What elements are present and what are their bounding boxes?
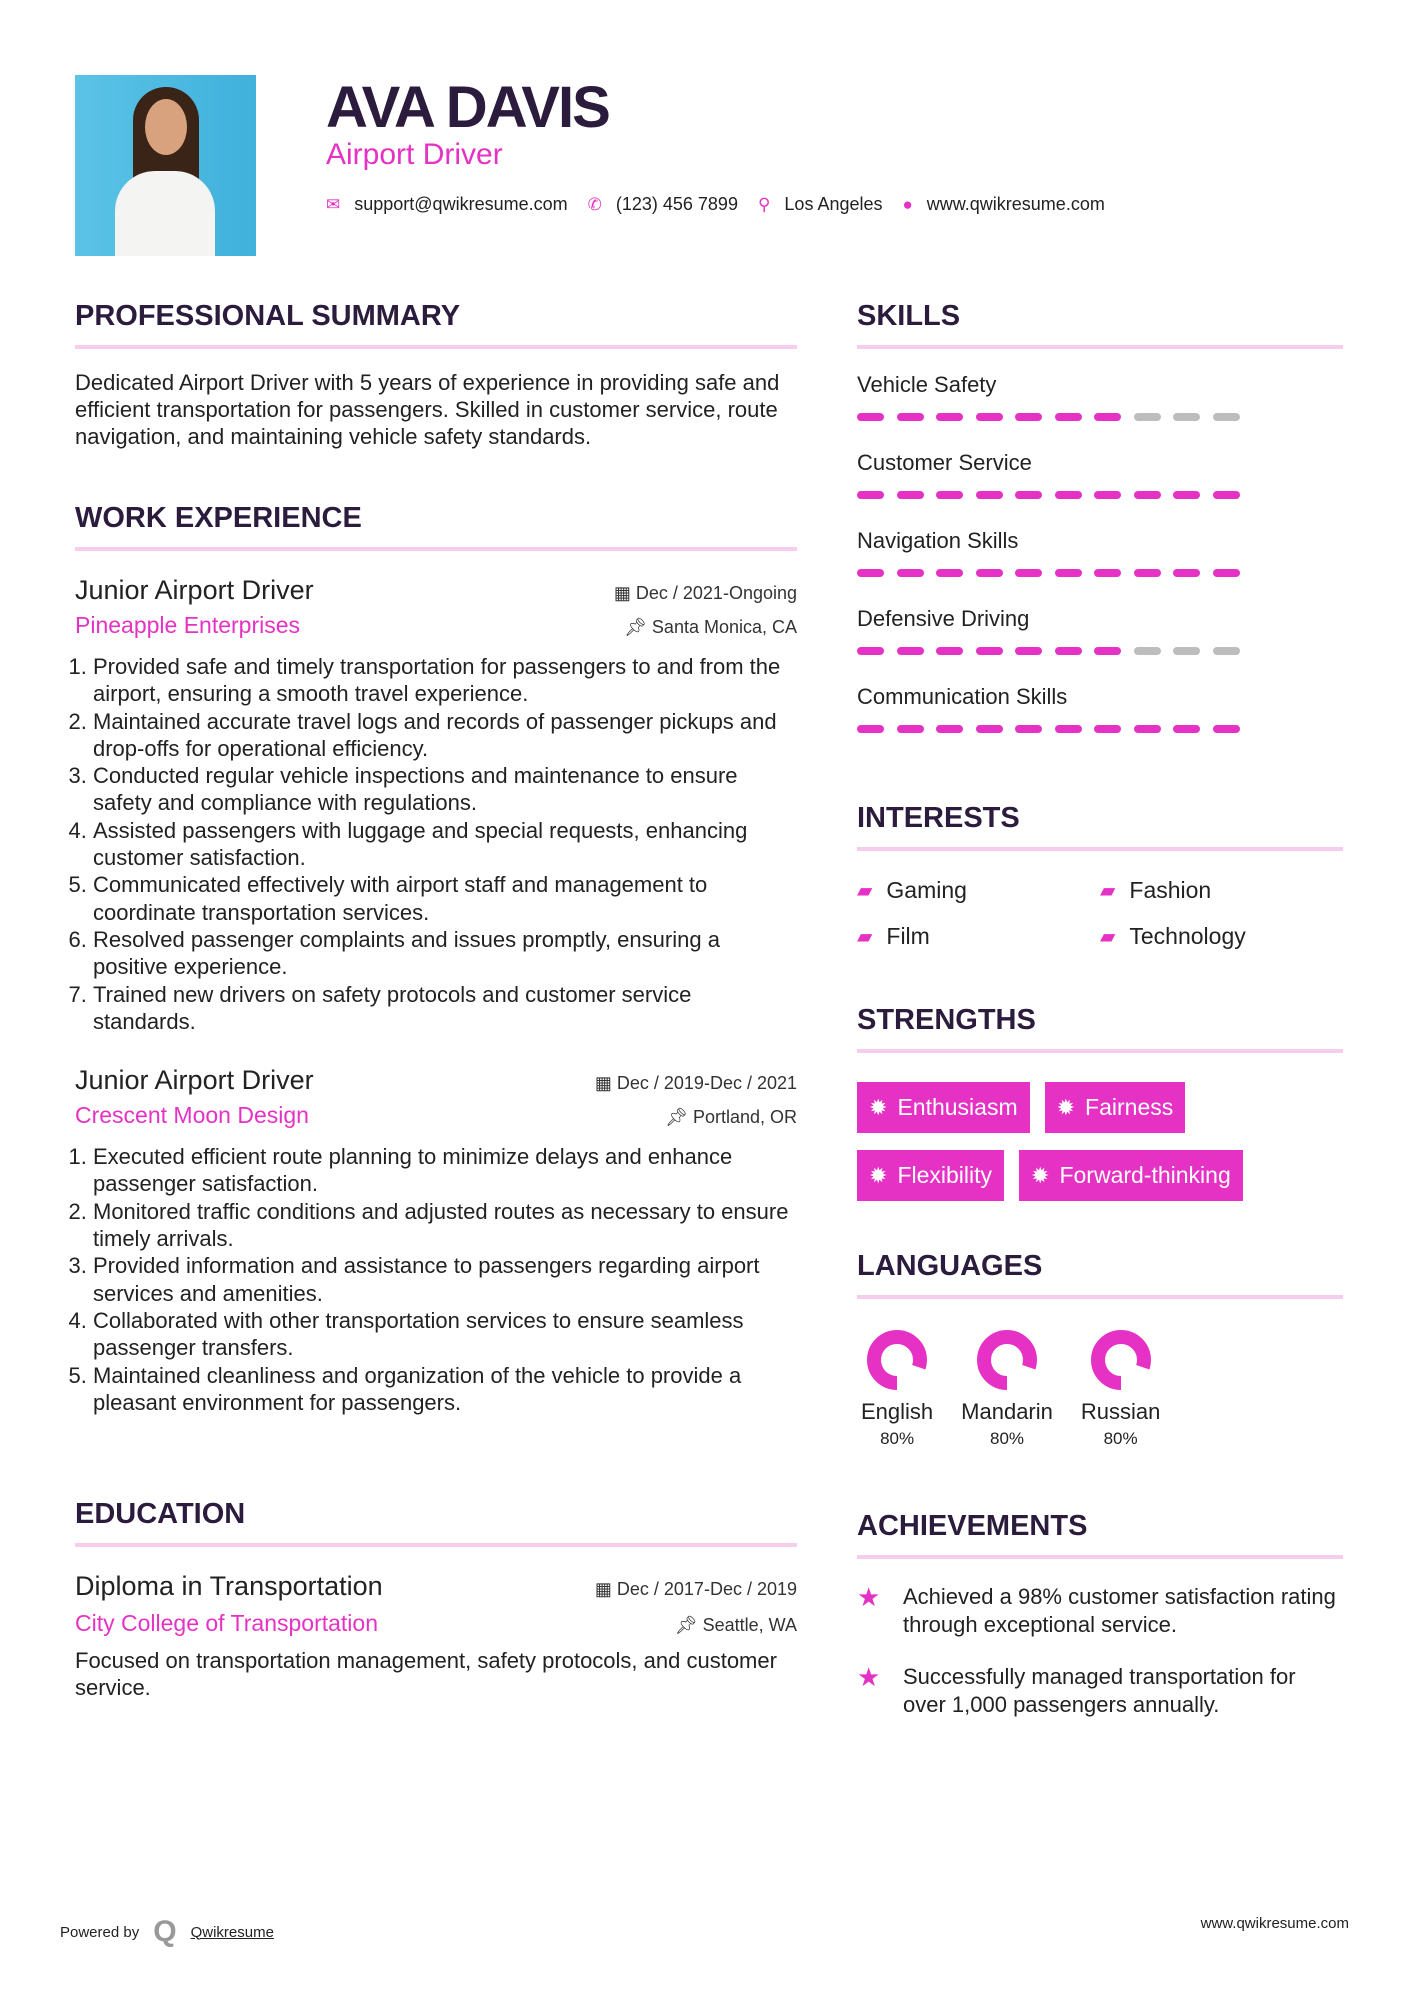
bullet: 6. Resolved passenger complaints and issues promptly, ensuring a positive experience. bbox=[93, 926, 797, 981]
skill-dash bbox=[1015, 569, 1042, 577]
skill-dash bbox=[976, 725, 1003, 733]
achievement-item bbox=[857, 1663, 1343, 1719]
skill-dash bbox=[1173, 569, 1200, 577]
skill-dash bbox=[1094, 725, 1121, 733]
bullet: 3. Conducted regular vehicle inspections and maintenance to ensure safety and compliance with regulations. bbox=[93, 762, 797, 817]
section-heading: ACHIEVEMENTS bbox=[857, 1510, 1343, 1559]
brand-link[interactable]: Qwikresume bbox=[190, 1923, 274, 1941]
skill-dash bbox=[1094, 413, 1121, 421]
calendar-icon: ▦ bbox=[613, 583, 636, 603]
footer-site[interactable]: www.qwikresume.com bbox=[1200, 1915, 1349, 1932]
book-icon: ▰ bbox=[1100, 926, 1116, 948]
skill-dash bbox=[936, 725, 963, 733]
section-heading: STRENGTHS bbox=[857, 1004, 1343, 1053]
strength-chip bbox=[1019, 1150, 1243, 1201]
strength-label: Forward-thinking bbox=[1059, 1162, 1231, 1188]
bullet: 4. Assisted passengers with luggage and special requests, enhancing customer satisfaction. bbox=[93, 817, 797, 872]
skill-dash bbox=[1173, 491, 1200, 499]
interest-label: Technology bbox=[1129, 923, 1246, 949]
skill-dash bbox=[1094, 491, 1121, 499]
skill-dash bbox=[897, 491, 924, 499]
skill-dash bbox=[1015, 413, 1042, 421]
achievement-text: Successfully managed transportation for over 1,000 passengers annually. bbox=[903, 1664, 1296, 1717]
pin-icon: 📌︎ bbox=[624, 617, 652, 637]
skill-bar bbox=[857, 491, 1343, 527]
strength-chip bbox=[857, 1082, 1030, 1133]
bullet: 1. Executed efficient route planning to minimize delays and enhance passenger satisfaction. bbox=[93, 1143, 797, 1198]
skill-dash bbox=[1055, 647, 1082, 655]
skill-dash bbox=[936, 491, 963, 499]
bullet: 5. Maintained cleanliness and organization of the vehicle to provide a pleasant environment for passengers. bbox=[93, 1362, 797, 1417]
job-date: Dec / 2021-Ongoing bbox=[635, 583, 797, 603]
skill-dash bbox=[1173, 647, 1200, 655]
language-percent: 80% bbox=[1103, 1429, 1138, 1448]
interests-section bbox=[857, 802, 1343, 950]
skill-dash bbox=[1015, 647, 1042, 655]
phone-icon: ✆ bbox=[587, 194, 602, 214]
skill-name: Defensive Driving bbox=[857, 606, 1030, 631]
interest-item bbox=[857, 923, 1100, 950]
badge-icon: ✹ bbox=[869, 1094, 888, 1120]
star-icon: ★ bbox=[857, 1582, 881, 1612]
achievement-text: Achieved a 98% customer satisfaction rating through exceptional service. bbox=[903, 1584, 1336, 1637]
skill-dash bbox=[976, 491, 1003, 499]
company: Crescent Moon Design bbox=[75, 1102, 309, 1129]
star-icon: ★ bbox=[857, 1662, 881, 1692]
school: City College of Transportation bbox=[75, 1610, 378, 1636]
footer-powered bbox=[60, 1915, 274, 1949]
skill-dash bbox=[897, 647, 924, 655]
language-item bbox=[961, 1329, 1053, 1449]
summary-section bbox=[75, 300, 797, 450]
skill-dash bbox=[1094, 569, 1121, 577]
skill-dash bbox=[936, 569, 963, 577]
skill-dash bbox=[1015, 491, 1042, 499]
job-location: Portland, OR bbox=[692, 1107, 797, 1128]
section-heading: WORK EXPERIENCE bbox=[75, 502, 797, 551]
skill-name: Customer Service bbox=[857, 450, 1032, 475]
job-entry bbox=[75, 575, 797, 1035]
badge-icon: ✹ bbox=[1031, 1162, 1050, 1188]
skill-dash bbox=[936, 647, 963, 655]
skill-dash bbox=[857, 569, 884, 577]
language-name: English bbox=[861, 1399, 934, 1424]
skill-dash bbox=[1015, 725, 1042, 733]
achievements-section bbox=[857, 1510, 1343, 1719]
section-heading: PROFESSIONAL SUMMARY bbox=[75, 300, 797, 349]
bullet: 2. Maintained accurate travel logs and records of passenger pickups and drop-offs for operational efficiency. bbox=[93, 708, 797, 763]
section-heading: LANGUAGES bbox=[857, 1250, 1343, 1299]
skill-bar bbox=[857, 725, 1343, 761]
achievement-item bbox=[857, 1583, 1343, 1639]
powered-by: Powered by bbox=[60, 1923, 140, 1941]
skill-bar bbox=[857, 647, 1343, 683]
strength-label: Enthusiasm bbox=[897, 1094, 1018, 1120]
language-item bbox=[1081, 1329, 1160, 1449]
degree: Diploma in Transportation bbox=[75, 1571, 383, 1601]
skill-dash bbox=[1094, 647, 1121, 655]
skill-dash bbox=[1055, 725, 1082, 733]
summary-text: Dedicated Airport Driver with 5 years of experience in providing safe and efficient transportation for passengers. Skilled in customer service, route navigation, and maintaining vehicle safety standards. bbox=[75, 370, 780, 449]
skill-dash bbox=[1055, 413, 1082, 421]
languages-section bbox=[857, 1250, 1343, 1449]
edu-date: Dec / 2017-Dec / 2019 bbox=[616, 1579, 797, 1599]
profile-photo bbox=[75, 75, 256, 256]
section-heading: EDUCATION bbox=[75, 1498, 797, 1547]
candidate-name: AVA DAVIS bbox=[326, 75, 609, 140]
pin-icon: 📌︎ bbox=[674, 1615, 703, 1635]
skill-dash bbox=[1134, 569, 1161, 577]
skill-bar bbox=[857, 569, 1343, 605]
strength-label: Flexibility bbox=[897, 1162, 993, 1188]
skill-dash bbox=[1213, 413, 1240, 421]
skill-dash bbox=[1055, 491, 1082, 499]
language-ring bbox=[866, 1329, 928, 1391]
job-location: Santa Monica, CA bbox=[651, 617, 797, 637]
skill-dash bbox=[897, 569, 924, 577]
language-percent: 80% bbox=[880, 1429, 915, 1448]
strength-chip bbox=[1045, 1082, 1186, 1133]
interest-label: Gaming bbox=[886, 877, 967, 903]
bullet: 3. Provided information and assistance to passengers regarding airport services and amenities. bbox=[93, 1252, 797, 1307]
skill-dash bbox=[1055, 569, 1082, 577]
qwikresume-logo-icon: Q bbox=[153, 1915, 177, 1948]
edu-description: Focused on transportation management, safety protocols, and customer service. bbox=[75, 1648, 777, 1700]
language-name: Mandarin bbox=[961, 1399, 1053, 1424]
skill-dash bbox=[1213, 491, 1240, 499]
section-heading: INTERESTS bbox=[857, 802, 1343, 851]
interest-label: Film bbox=[886, 923, 930, 949]
contact-row bbox=[326, 194, 1125, 215]
skill-dash bbox=[1134, 413, 1161, 421]
skill-bar bbox=[857, 413, 1343, 449]
bullet: 2. Monitored traffic conditions and adjusted routes as necessary to ensure timely arrivals. bbox=[93, 1198, 797, 1253]
skill-dash bbox=[857, 725, 884, 733]
bullet: 1. Provided safe and timely transportation for passengers to and from the airport, ensuring a smooth travel experience. bbox=[93, 653, 797, 708]
skill-dash bbox=[1213, 725, 1240, 733]
email-icon: ✉ bbox=[326, 194, 341, 214]
calendar-icon: ▦ bbox=[594, 1579, 617, 1599]
bullet: 5. Communicated effectively with airport staff and management to coordinate transportation services. bbox=[93, 871, 797, 926]
strength-chip bbox=[857, 1150, 1004, 1201]
badge-icon: ✹ bbox=[869, 1162, 888, 1188]
experience-section bbox=[75, 502, 797, 1416]
interest-item bbox=[857, 877, 1100, 904]
skill-dash bbox=[936, 413, 963, 421]
globe-icon: ● bbox=[902, 194, 913, 214]
location: Los Angeles bbox=[784, 194, 883, 214]
interest-label: Fashion bbox=[1129, 877, 1212, 903]
job-bullets bbox=[75, 653, 797, 1035]
strengths-section bbox=[857, 1004, 1343, 1201]
location-pin-icon: ⚲ bbox=[757, 194, 771, 214]
language-name: Russian bbox=[1080, 1399, 1161, 1424]
skill-dash bbox=[976, 413, 1003, 421]
interest-item bbox=[1100, 877, 1343, 904]
section-heading: SKILLS bbox=[857, 300, 1343, 349]
candidate-title: Airport Driver bbox=[326, 138, 503, 171]
skills-section bbox=[857, 300, 1343, 761]
skill-name: Communication Skills bbox=[857, 684, 1068, 709]
job-entry bbox=[75, 1065, 797, 1416]
education-section bbox=[75, 1498, 797, 1701]
skill-dash bbox=[1134, 725, 1161, 733]
bullet: 4. Collaborated with other transportation services to ensure seamless passenger transfers. bbox=[93, 1307, 797, 1362]
skill-name: Vehicle Safety bbox=[857, 372, 997, 397]
skill-dash bbox=[897, 725, 924, 733]
company: Pineapple Enterprises bbox=[75, 612, 301, 638]
skill-dash bbox=[857, 491, 884, 499]
job-title: Junior Airport Driver bbox=[75, 575, 314, 605]
skill-dash bbox=[1134, 647, 1161, 655]
language-percent: 80% bbox=[990, 1429, 1025, 1448]
language-item bbox=[861, 1329, 933, 1449]
skill-dash bbox=[1173, 725, 1200, 733]
skill-dash bbox=[897, 413, 924, 421]
skill-name: Navigation Skills bbox=[857, 528, 1019, 553]
interest-item bbox=[1100, 923, 1343, 950]
edu-location: Seattle, WA bbox=[702, 1615, 797, 1635]
job-title: Junior Airport Driver bbox=[75, 1065, 314, 1096]
skill-dash bbox=[1213, 569, 1240, 577]
book-icon: ▰ bbox=[1100, 880, 1116, 902]
skill-dash bbox=[1213, 647, 1240, 655]
skill-dash bbox=[1134, 491, 1161, 499]
strength-label: Fairness bbox=[1085, 1094, 1174, 1120]
phone: (123) 456 7899 bbox=[615, 194, 738, 214]
website[interactable]: www.qwikresume.com bbox=[926, 194, 1105, 214]
email[interactable]: support@qwikresume.com bbox=[354, 194, 568, 214]
skill-dash bbox=[1173, 413, 1200, 421]
calendar-icon: ▦ bbox=[594, 1073, 617, 1094]
skill-dash bbox=[857, 647, 884, 655]
job-bullets bbox=[75, 1143, 797, 1416]
language-ring bbox=[1090, 1329, 1152, 1391]
book-icon: ▰ bbox=[857, 880, 873, 902]
job-date: Dec / 2019-Dec / 2021 bbox=[616, 1073, 797, 1094]
skill-dash bbox=[976, 647, 1003, 655]
skill-dash bbox=[976, 569, 1003, 577]
book-icon: ▰ bbox=[857, 926, 873, 948]
skill-dash bbox=[857, 413, 884, 421]
badge-icon: ✹ bbox=[1056, 1094, 1076, 1120]
language-ring bbox=[976, 1329, 1038, 1391]
bullet: 7. Trained new drivers on safety protocols and customer service standards. bbox=[93, 981, 797, 1036]
pin-icon: 📌︎ bbox=[665, 1107, 693, 1128]
